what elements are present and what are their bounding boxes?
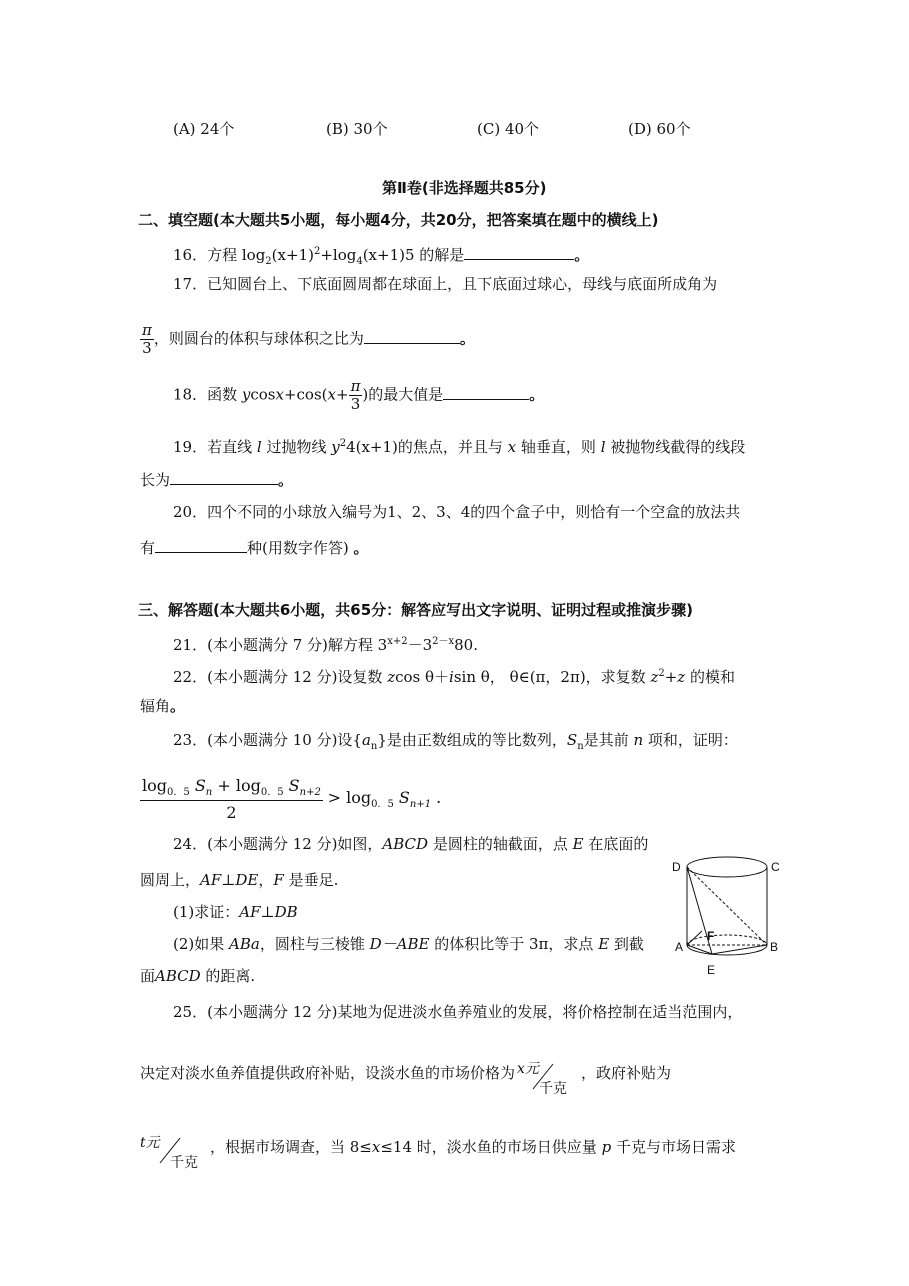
q20-line2: 有 种(用数字作答) 。 — [140, 539, 369, 557]
part2-title: 第Ⅱ卷(非选择题共85分) — [382, 179, 547, 197]
segment-eb — [712, 945, 767, 954]
label-f: F — [707, 929, 715, 943]
choice-d: (D) 60个 — [628, 120, 691, 138]
section3-heading: 三、解答题(本大题共6小题，共65分：解答应写出文字说明、证明过程或推演步骤) — [138, 601, 694, 619]
q25-line2: 决定对淡水鱼养值提供政府补贴，设淡水鱼的市场价格为 x元 千克 ，政府补贴为 — [140, 1056, 671, 1090]
answer-blank — [155, 540, 247, 553]
choice-a: (A) 24个 — [173, 120, 235, 138]
q23-formula: $\frac{\log_{0.5} S_n + \log_{0.5} S_{n+2}}{2}$ > $\log_{0.5} S_{n+1}$ . — [142, 776, 442, 823]
fraction-pi-over-3: $\frac{\pi}{3}$ — [142, 321, 152, 357]
q21: 21．(本小题满分 7 分)解方程 $3^{x+2}-3^{2-x}80$. — [173, 636, 478, 654]
section2-heading: 二、填空题(本大题共5小题，每小题4分，共20分，把答案填在题中的横线上) — [138, 211, 659, 229]
q22-line2: 辐角。 — [140, 697, 186, 715]
q17-line1: 17．已知圆台上、下底面圆周都在球面上，且下底面过球心，母线与底面所成角为 — [173, 275, 718, 293]
q25-line1: 25．(本小题满分 12 分)某地为促进淡水鱼养殖业的发展，将价格控制在适当范围内， — [173, 1003, 743, 1021]
q17-line2: $\frac{\pi}{3}$ ，则圆台的体积与球体积之比为 。 — [142, 321, 475, 357]
answer-blank — [464, 247, 574, 260]
q19-line1: 19．若直线 l 过抛物线 $y^24(x+1)$的焦点，并且与 x 轴垂直，则 l 被抛物线截得的线段 — [173, 438, 746, 456]
q24-line3: (1)求证：AF⊥DB — [173, 903, 298, 921]
label-c: C — [771, 860, 780, 874]
label-d: D — [672, 860, 681, 874]
fraction-pi-over-3: $\frac{\pi}{3}$ — [350, 377, 361, 413]
q24-line1: 24．(本小题满分 12 分)如图，ABCD 是圆柱的轴截面，点 E 在底面的 — [173, 835, 649, 853]
choice-b: (B) 30个 — [326, 120, 388, 138]
answer-blank — [443, 387, 529, 400]
q20-line1: 20．四个不同的小球放入编号为1、2、3、4的四个盒子中，则恰有一个空盒的放法共 — [173, 503, 741, 521]
top-ellipse — [687, 857, 767, 877]
q24-line2: 圆周上，AF⊥DE，F 是垂足. — [140, 871, 339, 889]
q18: 18．函数 ycosx+cos(x+ $\frac{\pi}{3}$ )的最大值是 。 — [173, 377, 545, 413]
label-a: A — [675, 940, 684, 954]
q25-line3: t元 千克 ，根据市场调查，当 8≤x≤14 时，淡水鱼的市场日供应量 p 千克与市场日需求 — [140, 1130, 736, 1164]
unit-yuan-per-kg: x元 千克 — [517, 1061, 568, 1097]
label-b: B — [770, 940, 779, 954]
label-e: E — [707, 963, 716, 977]
answer-blank — [170, 472, 278, 485]
choice-c: (C) 40个 — [477, 120, 540, 138]
q19-line2: 长为 。 — [140, 471, 294, 489]
q16: 16．方程 $\log_2(x+1)^2+\log_4(x+1)5$ 的解是 。 — [173, 246, 590, 267]
bottom-ellipse-back — [687, 935, 767, 945]
q22-line1: 22．(本小题满分 12 分)设复数 zcos θ＋isin θ， θ∈(π，2π)，求复数 $z^2+z$ 的模和 — [173, 668, 735, 686]
q24-line4: (2)如果 ABa，圆柱与三棱锥 D－ABE 的体积比等于 3π，求点 E 到截 — [173, 935, 644, 953]
cylinder-figure — [672, 850, 784, 980]
unit-subsidy-per-kg: t元 千克 — [140, 1135, 198, 1171]
q24-line5: 面ABCD 的距离. — [140, 967, 256, 985]
q23-line1: 23．(本小题满分 10 分)设$\{a_n\}$是由正数组成的等比数列，$S_n$是其前 n 项和，证明： — [173, 731, 738, 752]
answer-blank — [364, 331, 460, 344]
